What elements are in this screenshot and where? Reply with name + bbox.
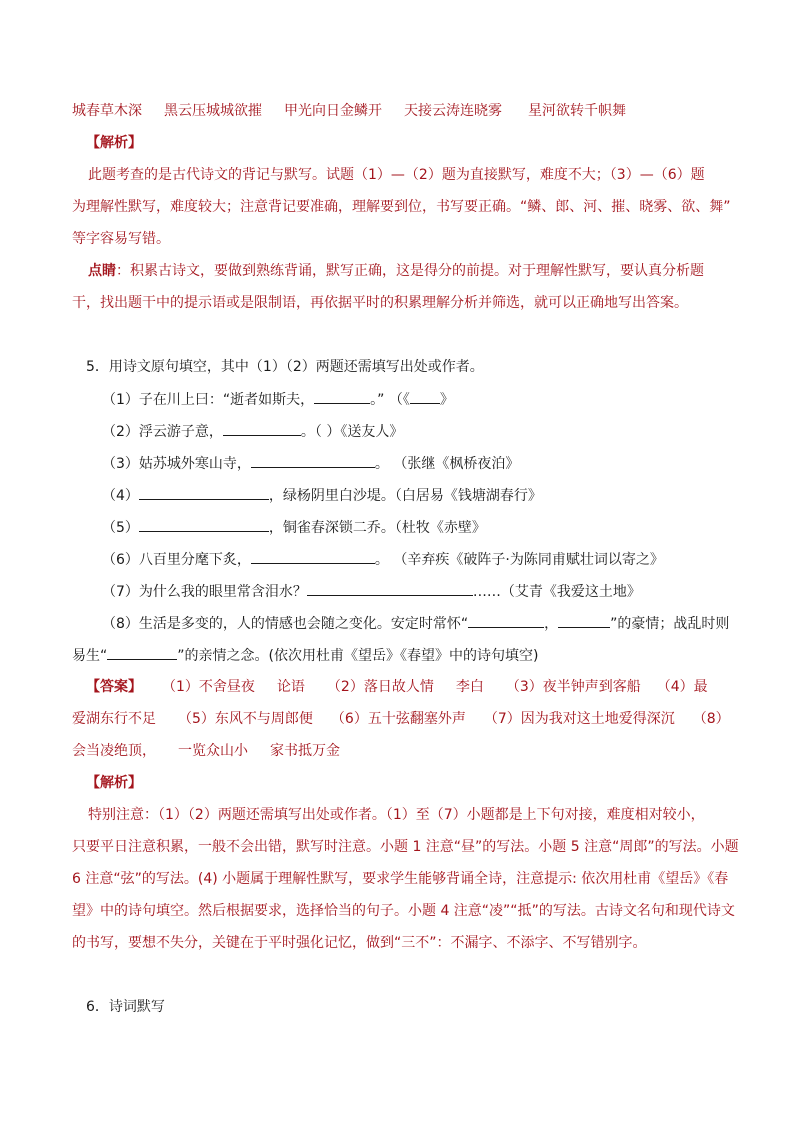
question-5-stem: 5．用诗文原句填空，其中（1）（2）两题还需填写出处或作者。 (86, 359, 484, 375)
q5-item-1 (102, 389, 762, 410)
fill-blank[interactable] (251, 549, 375, 564)
fill-blank[interactable] (558, 613, 610, 628)
item-text: （7）为什么我的眼里常含泪水？ (102, 584, 307, 600)
answer-item: （8） (692, 711, 730, 727)
answer-line-1 (86, 677, 746, 697)
answer-line-3 (72, 741, 732, 761)
answer-label: 【答案】 (86, 679, 142, 695)
analysis-text: 的书写，要想不失分，关键在于平时强化记忆，做到“三不”：不漏字、不添字、不写错别字。 (72, 935, 647, 951)
item-text: ”的亲情之念。(依次用杜甫《望岳》《春望》中的诗句填空) (177, 648, 539, 664)
item-text: （5） (102, 520, 139, 536)
answer-item: 一览众山小 (178, 743, 248, 759)
tip-label: 点睛 (88, 263, 116, 279)
item-text: （3）姑苏城外寒山寺， (102, 456, 251, 472)
answer-item: （6）五十弦翻塞外声 (330, 711, 466, 727)
answer-item: （1）不舍昼夜 (162, 679, 255, 695)
q5-item-6 (102, 549, 762, 570)
item-text: 。” （《 (370, 392, 410, 408)
analysis-text: 等字容易写错。 (72, 231, 170, 247)
answer-item: （5）东风不与周郎便 (178, 711, 313, 727)
item-text: 。 （辛弃疾《破阵子·为陈同甫赋壮词以寄之》 (374, 552, 664, 568)
item-text: 》 (439, 392, 454, 408)
item-text: ……（艾青《我爱这土地》 (472, 584, 641, 600)
item-text: ，铜雀春深锁二乔。（杜牧《赤壁》 (268, 520, 486, 536)
answer-item: 家书抵万金 (270, 743, 340, 759)
item-text: 易生“ (72, 648, 108, 664)
analysis-text: 为理解性默写，难度较大；注意背记要准确，理解要到位，书写要正确。“鳞、郎、河、摧、晓雾、欲、舞” (72, 199, 731, 215)
answer-item: （3）夜半钟声到客船 (505, 679, 641, 695)
answer-item: 会当凌绝顶， (72, 743, 156, 759)
q5-item-4 (102, 485, 762, 506)
item-text: （1）子在川上曰：“逝者如斯夫， (102, 392, 315, 408)
answer-phrase: 天接云涛连晓雾 (404, 103, 502, 119)
fill-blank[interactable] (107, 645, 177, 660)
analysis-text: 特别注意：（1）（2）两题还需填写出处或作者。（1）至（7）小题都是上下句对接，难度相对较小， (88, 807, 705, 823)
item-text: ， (544, 616, 559, 632)
answer-item: （7）因为我对这土地爱得深沉 (483, 711, 675, 727)
q5-item-8 (102, 613, 762, 634)
item-text: （2）浮云游子意， (102, 424, 223, 440)
item-text: ”的豪情；战乱时则 (610, 616, 730, 632)
fill-blank[interactable] (139, 517, 269, 532)
answer-line-2 (72, 709, 732, 729)
item-text: （4） (102, 488, 139, 504)
answer-item: （4）最 (656, 679, 708, 695)
tip-text: 干，找出题干中的提示语或是限制语，再依据平时的积累理解分析并筛选，就可以正确地写出答案。 (72, 295, 688, 311)
item-text: 。（ ）《送友人》 (300, 424, 404, 440)
answer-phrase: 黑云压城城欲摧 (164, 103, 262, 119)
fill-blank[interactable] (139, 485, 269, 500)
analysis-text: 此题考查的是古代诗文的背记与默写。试题（1）—（2）题为直接默写，难度不大；（3）—（6）题 (88, 167, 705, 183)
fill-blank[interactable] (307, 581, 473, 596)
item-text: （6）八百里分麾下炙， (102, 552, 251, 568)
fill-blank[interactable] (223, 421, 301, 436)
fill-blank[interactable] (468, 613, 544, 628)
fill-blank[interactable] (410, 389, 440, 404)
answer-item: 爱湖东行不足 (72, 711, 156, 727)
fill-blank[interactable] (251, 453, 375, 468)
analysis-label: 【解析】 (86, 775, 142, 791)
analysis-text: 只要平日注意积累，一般不会出错，默写时注意。小题 1 注意“昼”的写法。小题 5 注意“周郎”的写法。小题 (72, 839, 739, 855)
q5-item-5 (102, 517, 762, 538)
q5-item-7 (102, 581, 762, 602)
fill-blank[interactable] (314, 389, 370, 404)
tip-text: ：积累古诗文，要做到熟练背诵，默写正确，这是得分的前提。对于理解性默写，要认真分析题 (116, 263, 704, 279)
q5-item-3 (102, 453, 762, 474)
analysis-text: 6 注意“弦”的写法。(4) 小题属于理解性默写，要求学生能够背诵全诗，注意提示: 依次用杜甫《望岳》《春 (72, 871, 729, 887)
answer-phrase: 城春草木深 (72, 103, 142, 119)
answer-item: 论语 (276, 679, 305, 695)
analysis-text: 望》中的诗句填空。然后根据要求，选择恰当的句子。小题 4 注意“凌”“抵”的写法。古诗文名句和现代诗文 (72, 903, 735, 919)
analysis-label: 【解析】 (86, 135, 142, 151)
q5-item-2 (102, 421, 762, 442)
answer-item: （2）落日故人情 (326, 679, 434, 695)
top-answer-line (72, 101, 732, 121)
item-text: 。 （张继《枫桥夜泊》 (374, 456, 520, 472)
question-6-stem: 6．诗词默写 (86, 999, 165, 1015)
item-text: （8）生活是多变的，人的情感也会随之变化。安定时常怀“ (102, 616, 469, 632)
answer-phrase: 星河欲转千帜舞 (528, 103, 626, 119)
tip-line (88, 261, 748, 281)
q5-item-8-cont (72, 645, 732, 666)
item-text: ，绿杨阴里白沙堤。（白居易《钱塘湖春行》 (268, 488, 542, 504)
answer-item: 李白 (455, 679, 484, 695)
answer-phrase: 甲光向日金鳞开 (284, 103, 382, 119)
